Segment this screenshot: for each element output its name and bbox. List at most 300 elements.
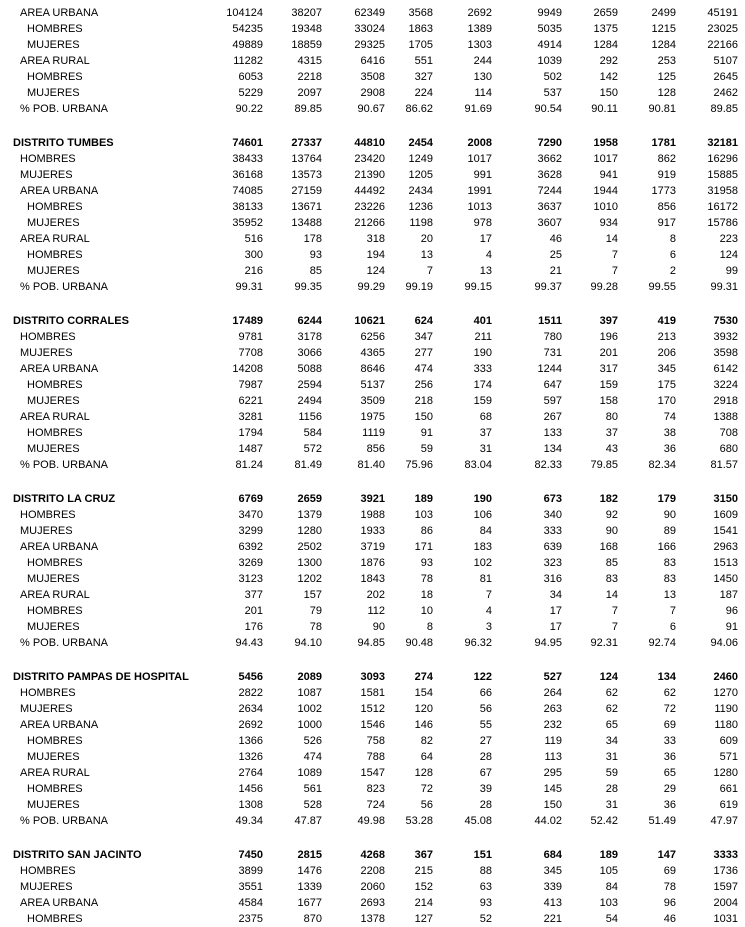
table-row (0, 587, 745, 603)
cell-value: 2908 (360, 87, 385, 99)
cell-value: 15885 (707, 169, 738, 181)
cell-value: 82.34 (648, 459, 676, 471)
cell-value: 1366 (238, 735, 263, 747)
cell-value: 150 (599, 87, 618, 99)
row-label: DISTRITO CORRALES (13, 315, 129, 327)
cell-value: 49.34 (235, 815, 263, 827)
cell-value: 49889 (232, 39, 263, 51)
cell-value: 46 (663, 913, 676, 925)
cell-value: 300 (244, 249, 263, 261)
cell-value: 99.31 (710, 281, 738, 293)
table-row (0, 733, 745, 749)
cell-value: 86 (420, 525, 433, 537)
cell-value: 99.31 (235, 281, 263, 293)
cell-value: 2434 (408, 185, 433, 197)
cell-value: 13671 (291, 201, 322, 213)
cell-value: 347 (414, 331, 433, 343)
cell-value: 5035 (537, 23, 562, 35)
cell-value: 339 (543, 881, 562, 893)
cell-value: 29 (663, 783, 676, 795)
cell-value: 190 (473, 493, 492, 505)
cell-value: 93 (420, 557, 433, 569)
cell-value: 1597 (713, 881, 738, 893)
row-label: HOMBRES (27, 23, 83, 35)
cell-value: 870 (303, 913, 322, 925)
cell-value: 684 (543, 849, 562, 861)
cell-value: 14 (605, 589, 618, 601)
cell-value: 6392 (238, 541, 263, 553)
table-row (0, 215, 745, 231)
cell-value: 917 (657, 217, 676, 229)
cell-value: 1270 (713, 687, 738, 699)
cell-value: 2645 (713, 71, 738, 83)
cell-value: 54 (605, 913, 618, 925)
cell-value: 780 (543, 331, 562, 343)
cell-value: 6256 (360, 331, 385, 343)
cell-value: 33024 (354, 23, 385, 35)
cell-value: 528 (303, 799, 322, 811)
cell-value: 317 (599, 363, 618, 375)
cell-value: 3598 (713, 347, 738, 359)
table-row (0, 151, 745, 167)
cell-value: 31 (479, 443, 492, 455)
cell-value: 17 (479, 233, 492, 245)
cell-value: 1190 (714, 703, 738, 715)
cell-value: 45.08 (464, 815, 492, 827)
cell-value: 62 (663, 687, 676, 699)
cell-value: 96 (725, 605, 738, 617)
row-label: MUJERES (27, 87, 80, 99)
cell-value: 1547 (360, 767, 385, 779)
cell-value: 1300 (297, 557, 322, 569)
cell-value: 856 (366, 443, 385, 455)
cell-value: 202 (366, 589, 385, 601)
cell-value: 56 (420, 799, 433, 811)
cell-value: 8 (426, 621, 433, 633)
table-row (0, 21, 745, 37)
row-label: AREA URBANA (20, 719, 99, 731)
cell-value: 1303 (467, 39, 492, 51)
cell-value: 1456 (238, 783, 263, 795)
cell-value: 327 (414, 71, 433, 83)
cell-value: 1541 (713, 525, 738, 537)
cell-value: 2060 (360, 881, 385, 893)
table-row (0, 263, 745, 279)
cell-value: 38133 (232, 201, 263, 213)
cell-value: 3150 (713, 493, 738, 505)
cell-value: 31 (605, 799, 618, 811)
table-row (0, 457, 745, 473)
cell-value: 3662 (537, 153, 562, 165)
cell-value: 147 (657, 849, 676, 861)
cell-value: 31 (605, 751, 618, 763)
cell-value: 85 (309, 265, 322, 277)
cell-value: 7244 (537, 185, 562, 197)
cell-value: 94.06 (710, 637, 738, 649)
cell-value: 3281 (238, 411, 263, 423)
table-row (0, 69, 745, 85)
cell-value: 502 (543, 71, 562, 83)
cell-value: 1198 (409, 217, 433, 229)
cell-value: 146 (414, 719, 433, 731)
cell-value: 277 (414, 347, 433, 359)
cell-value: 295 (543, 767, 562, 779)
cell-value: 1205 (408, 169, 433, 181)
cell-value: 2004 (713, 897, 738, 909)
cell-value: 4 (485, 249, 492, 261)
cell-value: 29325 (354, 39, 385, 51)
cell-value: 3899 (238, 865, 263, 877)
cell-value: 90.11 (591, 103, 618, 115)
cell-value: 62 (605, 687, 618, 699)
cell-value: 150 (543, 799, 562, 811)
cell-value: 179 (657, 493, 676, 505)
row-label: HOMBRES (20, 509, 76, 521)
cell-value: 38 (663, 427, 676, 439)
row-label: HOMBRES (20, 865, 76, 877)
cell-value: 34 (549, 589, 562, 601)
table-row (0, 377, 745, 393)
cell-value: 6053 (238, 71, 263, 83)
row-label: AREA URBANA (20, 363, 99, 375)
cell-value: 537 (543, 87, 562, 99)
cell-value: 2454 (408, 137, 433, 149)
cell-value: 1988 (360, 509, 385, 521)
cell-value: 584 (303, 427, 322, 439)
table-row (0, 685, 745, 701)
cell-value: 93 (309, 249, 322, 261)
cell-value: 3628 (537, 169, 562, 181)
table-row (0, 765, 745, 781)
row-label: AREA RURAL (20, 589, 90, 601)
cell-value: 3509 (360, 395, 385, 407)
cell-value: 4 (485, 605, 492, 617)
table-row (0, 393, 745, 409)
cell-value: 94.85 (357, 637, 385, 649)
cell-value: 1156 (298, 411, 322, 423)
cell-value: 7450 (238, 849, 263, 861)
table-row (0, 749, 745, 765)
district-total-row (0, 491, 745, 507)
cell-value: 84 (479, 525, 492, 537)
cell-value: 89.85 (294, 103, 322, 115)
cell-value: 673 (543, 493, 562, 505)
cell-value: 264 (543, 687, 562, 699)
cell-value: 2692 (238, 719, 263, 731)
cell-value: 3224 (713, 379, 738, 391)
cell-value: 1002 (297, 703, 322, 715)
cell-value: 28 (605, 783, 618, 795)
cell-value: 63 (479, 881, 492, 893)
cell-value: 83.04 (464, 459, 492, 471)
cell-value: 85 (605, 557, 618, 569)
cell-value: 90.67 (357, 103, 385, 115)
cell-value: 367 (414, 849, 433, 861)
cell-value: 3932 (713, 331, 738, 343)
table-row (0, 441, 745, 457)
cell-value: 6142 (713, 363, 738, 375)
cell-value: 215 (414, 865, 433, 877)
cell-value: 19348 (291, 23, 322, 35)
cell-value: 23025 (707, 23, 738, 35)
cell-value: 96.32 (464, 637, 492, 649)
row-label: DISTRITO SAN JACINTO (13, 849, 142, 861)
row-label: DISTRITO PAMPAS DE HOSPITAL (13, 671, 189, 683)
cell-value: 1280 (713, 767, 738, 779)
cell-value: 74 (663, 411, 676, 423)
cell-value: 1280 (297, 525, 322, 537)
cell-value: 27159 (291, 185, 322, 197)
cell-value: 2375 (238, 913, 263, 925)
cell-value: 680 (719, 443, 738, 455)
cell-value: 3123 (238, 573, 263, 585)
cell-value: 3508 (360, 71, 385, 83)
cell-value: 151 (473, 849, 492, 861)
cell-value: 127 (414, 913, 433, 925)
cell-value: 7 (426, 265, 433, 277)
cell-value: 2594 (297, 379, 322, 391)
cell-value: 62 (605, 703, 618, 715)
table-row (0, 911, 745, 927)
cell-value: 7 (611, 249, 618, 261)
cell-value: 15786 (707, 217, 738, 229)
row-label: MUJERES (27, 799, 80, 811)
cell-value: 7 (485, 589, 492, 601)
cell-value: 23420 (354, 153, 385, 165)
cell-value: 79 (309, 605, 322, 617)
cell-value: 105 (599, 865, 618, 877)
cell-value: 1991 (467, 185, 492, 197)
cell-value: 572 (303, 443, 322, 455)
cell-value: 20 (420, 233, 433, 245)
cell-value: 106 (473, 509, 492, 521)
cell-value: 189 (414, 493, 433, 505)
cell-value: 82 (420, 735, 433, 747)
cell-value: 86.62 (405, 103, 433, 115)
row-label: MUJERES (27, 621, 80, 633)
cell-value: 597 (543, 395, 562, 407)
table-row (0, 53, 745, 69)
cell-value: 318 (366, 233, 385, 245)
cell-value: 99.19 (405, 281, 433, 293)
cell-value: 90 (372, 621, 385, 633)
row-label: AREA RURAL (20, 411, 90, 423)
cell-value: 2822 (238, 687, 263, 699)
cell-value: 7 (669, 605, 676, 617)
cell-value: 92.31 (590, 637, 618, 649)
table-row (0, 101, 745, 117)
cell-value: 78 (663, 881, 676, 893)
cell-value: 3607 (537, 217, 562, 229)
row-label: HOMBRES (27, 557, 83, 569)
cell-value: 2693 (360, 897, 385, 909)
cell-value: 527 (543, 671, 562, 683)
cell-value: 6221 (238, 395, 263, 407)
cell-value: 43 (605, 443, 618, 455)
cell-value: 94.95 (534, 637, 562, 649)
row-label: MUJERES (27, 39, 80, 51)
cell-value: 128 (657, 87, 676, 99)
cell-value: 52 (479, 913, 492, 925)
cell-value: 99.28 (590, 281, 618, 293)
cell-value: 16296 (707, 153, 738, 165)
cell-value: 34 (605, 735, 618, 747)
cell-value: 213 (657, 331, 676, 343)
table-row (0, 635, 745, 651)
cell-value: 17 (549, 605, 562, 617)
cell-value: 5137 (360, 379, 385, 391)
row-label: AREA URBANA (20, 185, 99, 197)
cell-value: 274 (414, 671, 433, 683)
cell-value: 119 (544, 735, 562, 747)
cell-value: 62349 (354, 7, 385, 19)
cell-value: 68 (479, 411, 492, 423)
cell-value: 89 (663, 525, 676, 537)
cell-value: 3551 (238, 881, 263, 893)
cell-value: 6244 (297, 315, 322, 327)
cell-value: 189 (599, 849, 618, 861)
row-label: MUJERES (27, 217, 80, 229)
cell-value: 8646 (360, 363, 385, 375)
cell-value: 526 (303, 735, 322, 747)
cell-value: 46 (549, 233, 562, 245)
cell-value: 731 (543, 347, 562, 359)
cell-value: 1476 (297, 865, 322, 877)
row-label: AREA RURAL (20, 233, 90, 245)
table-row (0, 863, 745, 879)
cell-value: 56 (479, 703, 492, 715)
cell-value: 17 (549, 621, 562, 633)
cell-value: 7530 (713, 315, 738, 327)
cell-value: 55 (479, 719, 492, 731)
cell-value: 624 (414, 315, 433, 327)
cell-value: 134 (657, 671, 676, 683)
cell-value: 124 (599, 671, 618, 683)
table-row (0, 781, 745, 797)
cell-value: 134 (543, 443, 562, 455)
table-row (0, 797, 745, 813)
cell-value: 176 (244, 621, 263, 633)
table-row (0, 539, 745, 555)
table-row (0, 85, 745, 101)
cell-value: 69 (663, 719, 676, 731)
cell-value: 99.15 (464, 281, 492, 293)
cell-value: 2963 (713, 541, 738, 553)
cell-value: 33 (663, 735, 676, 747)
cell-value: 2815 (297, 849, 322, 861)
row-label: HOMBRES (27, 913, 83, 925)
cell-value: 166 (657, 541, 676, 553)
cell-value: 1677 (297, 897, 322, 909)
district-total-row (0, 135, 745, 151)
cell-value: 196 (599, 331, 618, 343)
row-label: % POB. URBANA (20, 637, 109, 649)
district-section (0, 5, 745, 117)
cell-value: 3269 (238, 557, 263, 569)
cell-value: 1215 (651, 23, 676, 35)
cell-value: 1975 (360, 411, 385, 423)
cell-value: 2499 (651, 7, 676, 19)
cell-value: 256 (414, 379, 433, 391)
row-label: % POB. URBANA (20, 103, 109, 115)
cell-value: 49.98 (357, 815, 385, 827)
cell-value: 94.43 (235, 637, 263, 649)
cell-value: 7708 (238, 347, 263, 359)
cell-value: 333 (473, 363, 492, 375)
cell-value: 72 (420, 783, 433, 795)
cell-value: 419 (657, 315, 676, 327)
cell-value: 823 (366, 783, 385, 795)
cell-value: 413 (543, 897, 562, 909)
cell-value: 5229 (238, 87, 263, 99)
row-label: MUJERES (20, 347, 73, 359)
cell-value: 18859 (291, 39, 322, 51)
cell-value: 44492 (354, 185, 385, 197)
cell-value: 103 (599, 897, 618, 909)
cell-value: 18 (420, 589, 433, 601)
row-label: % POB. URBANA (20, 281, 109, 293)
cell-value: 128 (414, 767, 433, 779)
cell-value: 158 (599, 395, 618, 407)
row-label: AREA URBANA (20, 897, 99, 909)
cell-value: 1705 (408, 39, 433, 51)
cell-value: 159 (473, 395, 492, 407)
cell-value: 31958 (707, 185, 738, 197)
cell-value: 90 (663, 509, 676, 521)
cell-value: 99.29 (357, 281, 385, 293)
cell-value: 64 (420, 751, 433, 763)
cell-value: 3333 (713, 849, 738, 861)
cell-value: 52.42 (590, 815, 618, 827)
cell-value: 39 (479, 783, 492, 795)
cell-value: 80 (605, 411, 618, 423)
cell-value: 941 (599, 169, 618, 181)
cell-value: 93 (479, 897, 492, 909)
cell-value: 619 (719, 799, 738, 811)
cell-value: 397 (599, 315, 618, 327)
table-row (0, 279, 745, 295)
cell-value: 934 (599, 217, 618, 229)
cell-value: 2462 (713, 87, 738, 99)
cell-value: 2097 (297, 87, 322, 99)
cell-value: 92 (605, 509, 618, 521)
cell-value: 45191 (707, 7, 738, 19)
cell-value: 661 (719, 783, 738, 795)
row-label: MUJERES (27, 751, 80, 763)
cell-value: 74085 (232, 185, 263, 197)
cell-value: 1378 (360, 913, 385, 925)
cell-value: 157 (303, 589, 322, 601)
cell-value: 316 (543, 573, 562, 585)
cell-value: 65 (663, 767, 676, 779)
cell-value: 21 (549, 265, 562, 277)
cell-value: 263 (543, 703, 562, 715)
cell-value: 35952 (232, 217, 263, 229)
cell-value: 81.24 (235, 459, 263, 471)
cell-value: 81.40 (357, 459, 385, 471)
cell-value: 1736 (713, 865, 738, 877)
cell-value: 3178 (297, 331, 322, 343)
cell-value: 6416 (360, 55, 385, 67)
cell-value: 1876 (360, 557, 385, 569)
cell-value: 3470 (238, 509, 263, 521)
cell-value: 79.85 (590, 459, 618, 471)
cell-value: 44810 (354, 137, 385, 149)
row-label: MUJERES (27, 443, 80, 455)
cell-value: 9781 (238, 331, 263, 343)
cell-value: 244 (473, 55, 492, 67)
cell-value: 216 (244, 265, 263, 277)
